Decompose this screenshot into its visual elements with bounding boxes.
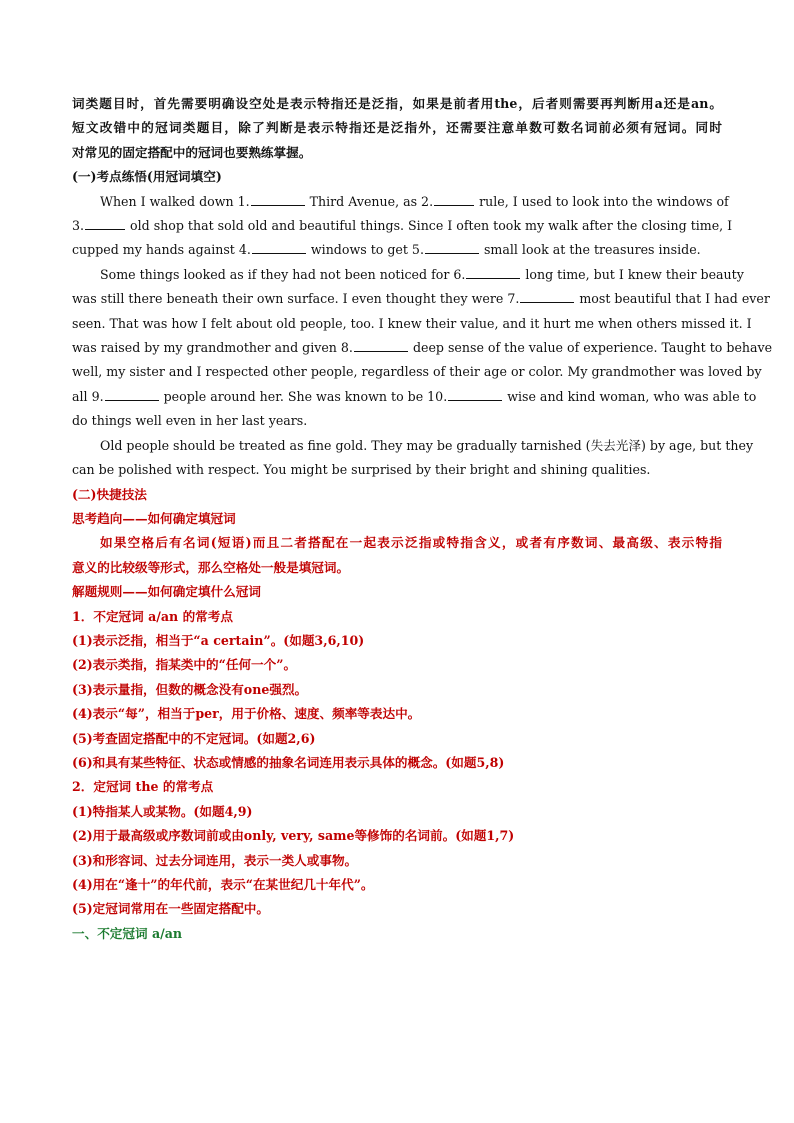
blank-10[interactable]: [448, 388, 502, 401]
passage-line: Some things looked as if they had not been noticed for 6. long time, but I knew their beauty: [100, 266, 744, 282]
passage-line: seen. That was how I felt about old people, too. I knew their value, and it hurt me when others missed it. I: [72, 315, 752, 331]
indefinite-item: (2)表示类指，指某类中的“任何一个”。: [72, 657, 297, 673]
intro-line-2: 短文改错中的冠词类题目，除了判断是表示特指还是泛指外，还需要注意单数可数名词前必须有冠词。同时: [72, 120, 722, 136]
passage-line: do things well even in her last years.: [72, 413, 308, 429]
passage-line: was still there beneath their own surface. I even thought they were 7. most beautiful that I had ever: [72, 291, 770, 307]
blank-1[interactable]: [251, 193, 305, 206]
definite-article-heading: 2．定冠词 the 的常考点: [72, 779, 214, 795]
indefinite-item: (5)考查固定搭配中的不定冠词。(如题2,6): [72, 730, 316, 746]
think-text-line-1: 如果空格后有名词(短语)而且二者搭配在一起表示泛指或特指含义，或者有序数词、最高级、表示特指: [100, 535, 722, 551]
definite-item: (1)特指某人或某物。(如题4,9): [72, 803, 253, 819]
intro-line-3: 对常见的固定搭配中的冠词也要熟练掌握。: [72, 144, 312, 160]
blank-4[interactable]: [252, 241, 306, 254]
passage-line: all 9. people around her. She was known to be 10. wise and kind woman, who was able to: [72, 388, 757, 404]
rule-heading: 解题规则——如何确定填什么冠词: [72, 584, 261, 600]
indefinite-item: (1)表示泛指，相当于“a certain”。(如题3,6,10): [72, 632, 365, 648]
passage-line: cupped my hands against 4. windows to get 5. small look at the treasures inside.: [72, 242, 701, 258]
think-heading: 思考趋向——如何确定填冠词: [72, 510, 236, 526]
passage-line: was raised by my grandmother and given 8. deep sense of the value of experience. Taught to behave: [72, 340, 773, 356]
blank-2[interactable]: [434, 193, 474, 206]
passage-line: well, my sister and I respected other people, regardless of their age or color. My grandmother was loved by: [72, 364, 762, 380]
indefinite-article-heading: 1．不定冠词 a/an 的常考点: [72, 608, 233, 624]
indefinite-item: (3)表示量指，但数的概念没有one强烈。: [72, 681, 308, 697]
blank-9[interactable]: [105, 388, 159, 401]
indefinite-item: (6)和具有某些特征、状态或情感的抽象名词连用表示具体的概念。(如题5,8): [72, 754, 505, 770]
passage-line: can be polished with respect. You might be surprised by their bright and shining qualities.: [72, 462, 651, 478]
passage-line: Old people should be treated as fine gold. They may be gradually tarnished (失去光泽) by age, but they: [100, 437, 754, 453]
intro-line-1: 词类题目时，首先需要明确设空处是表示特指还是泛指，如果是前者用the，后者则需要再判断用a还是an。: [72, 96, 722, 111]
blank-5[interactable]: [425, 241, 479, 254]
passage-line: When I walked down 1. Third Avenue, as 2. rule, I used to look into the windows of: [100, 193, 729, 209]
definite-item: (3)和形容词、过去分词连用，表示一类人或事物。: [72, 852, 358, 868]
definite-item: (4)用在“逢十”的年代前，表示“在某世纪几十年代”。: [72, 877, 374, 892]
definite-item: (2)用于最高级或序数词前或由only, very, same等修饰的名词前。(如题1,7): [72, 828, 515, 844]
definite-item: (5)定冠词常用在一些固定搭配中。: [72, 901, 269, 917]
section-heading-indefinite-article: 一、不定冠词 a/an: [72, 925, 183, 941]
blank-6[interactable]: [466, 266, 520, 279]
think-text-line-2: 意义的比较级等形式，那么空格处一般是填冠词。: [72, 559, 350, 575]
blank-7[interactable]: [520, 290, 574, 303]
blank-3[interactable]: [85, 217, 125, 230]
techniques-heading: (二)快捷技法: [72, 486, 147, 502]
passage-line: 3. old shop that sold old and beautiful things. Since I often took my walk after the closing time, I: [72, 218, 733, 234]
blank-8[interactable]: [354, 339, 408, 352]
exercise-heading: (一)考点练悟(用冠词填空): [72, 169, 222, 185]
indefinite-item: (4)表示“每”，相当于per，用于价格、速度、频率等表达中。: [72, 706, 421, 722]
